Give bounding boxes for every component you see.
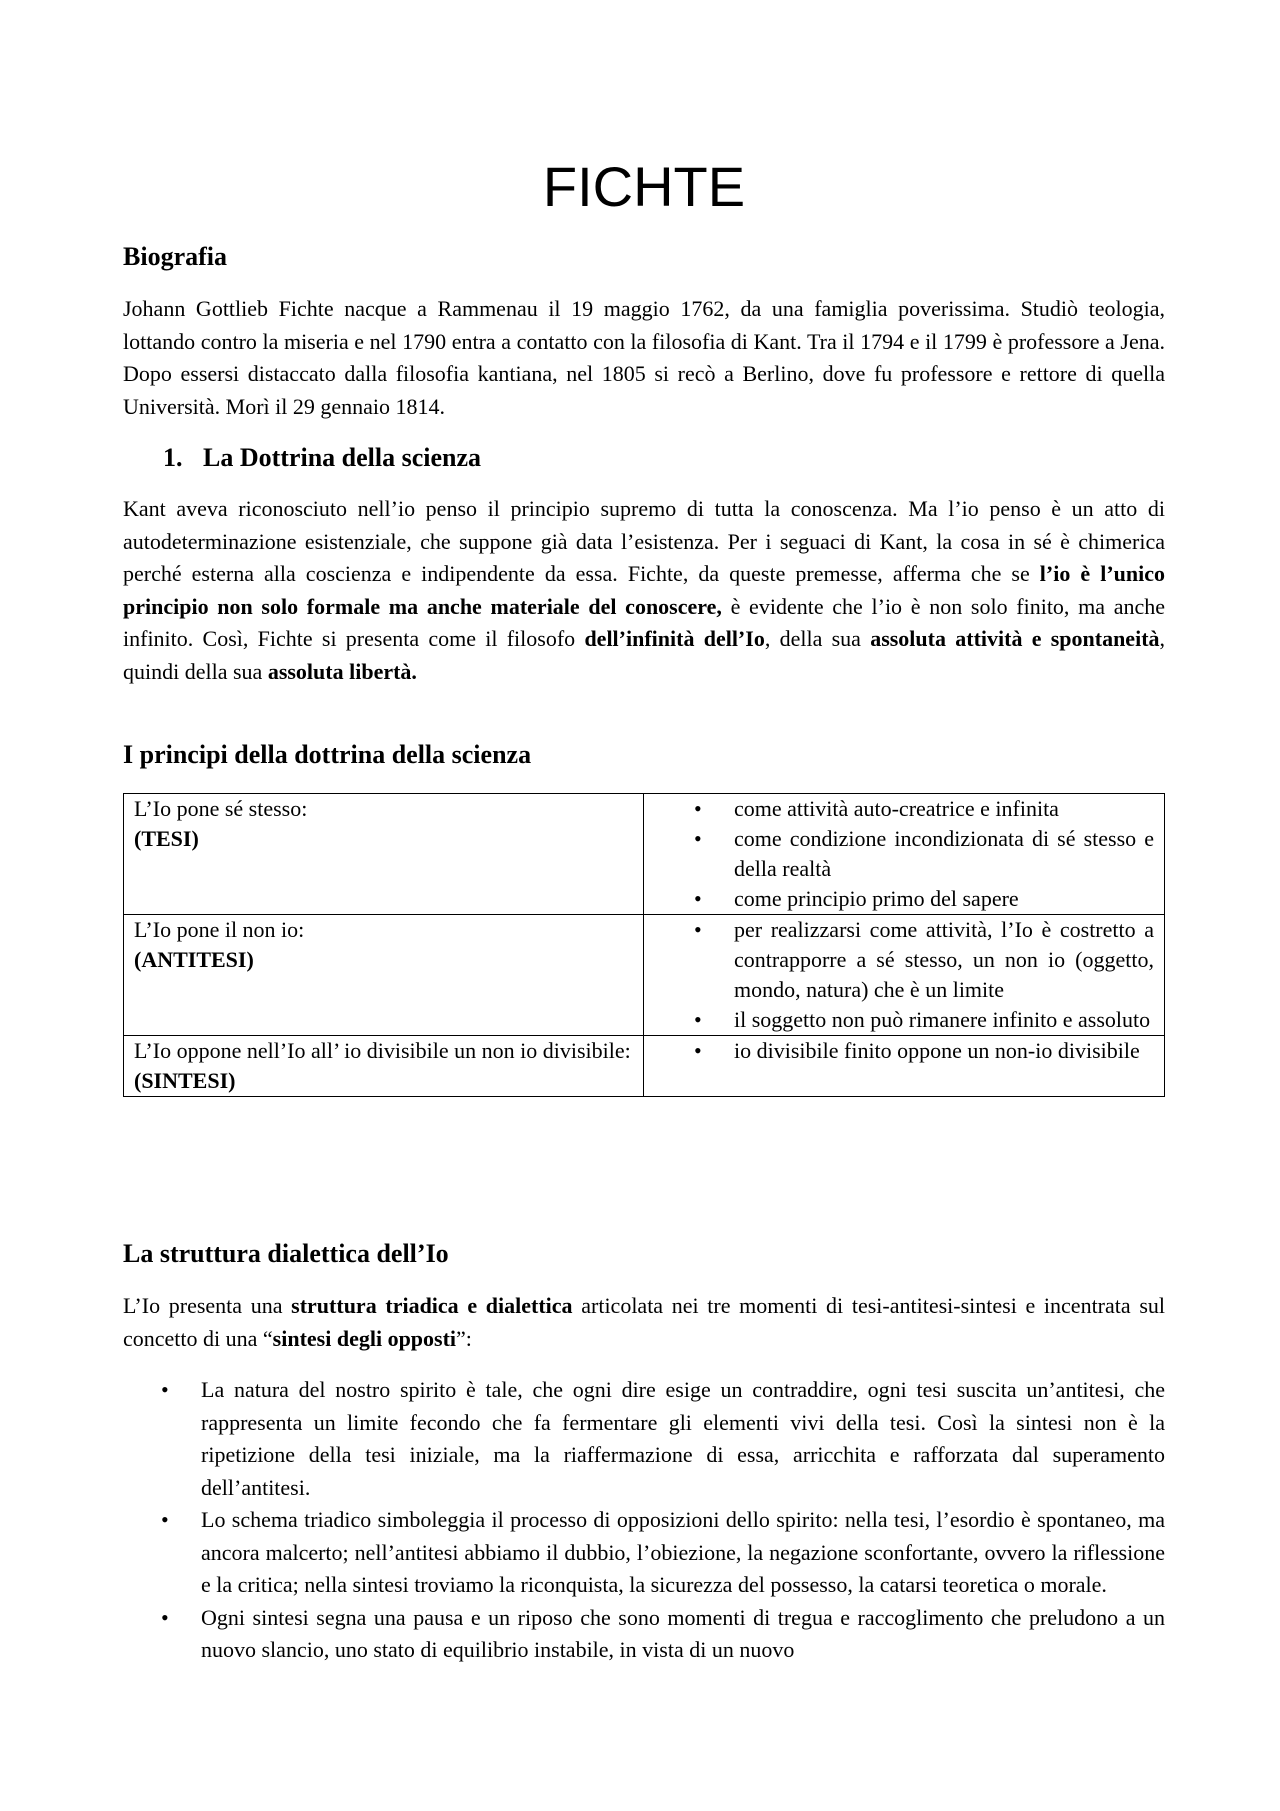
heading-dottrina-text: La Dottrina della scienza xyxy=(203,443,482,472)
bold-attivita: assoluta attività e spontaneità xyxy=(870,626,1160,651)
table-cell-right xyxy=(644,1036,1165,1097)
list-item: • Ogni sintesi segna una pausa e un riposo che sono momenti di tregua e raccoglimento che preludono a un nuovo slancio, uno stato di equilibrio instabile, in vista di un nuovo xyxy=(161,1604,1165,1662)
list-item: • io divisibile finito oppone un non-io divisibile xyxy=(694,1038,1140,1063)
table-row xyxy=(124,915,1165,1036)
heading-number: 1. xyxy=(163,443,183,472)
table-row xyxy=(124,794,1165,915)
table-row xyxy=(124,1036,1165,1097)
bold-io-principio: l’io è l’unico principio non solo formale ma anche materiale del conoscere, xyxy=(123,561,1165,619)
heading-dottrina xyxy=(163,443,481,473)
bold-sintesi-opposti: sintesi degli opposti xyxy=(272,1325,457,1351)
paragraph-biografia: Johann Gottlieb Fichte nacque a Rammenau il 19 maggio 1762, da una famiglia poverissima. Studiò teologia, lottando contro la miseria e nel 1790 entra a contatto con la filosofia di Kant. Tra il 1794 e il 1799 è professore a Jena. Dopo essersi distaccato dalla filosofia kantiana, nel 1805 si recò a Berlino, dove fu professore e rettore di quella Università. Morì il 29 gennaio 1814. xyxy=(123,296,1165,419)
label-antitesi: (ANTITESI) xyxy=(134,947,254,972)
label-sintesi: (SINTESI) xyxy=(134,1068,236,1093)
principi-table xyxy=(123,793,1165,1097)
heading-struttura: La struttura dialettica dell’Io xyxy=(123,1239,449,1268)
heading-biografia: Biografia xyxy=(123,242,227,271)
bold-triadica: struttura triadica e dialettica xyxy=(291,1293,573,1318)
table-cell-right xyxy=(644,915,1165,1036)
list-item: • Lo schema triadico simboleggia il processo di opposizioni dello spirito: nella tesi, l’esordio è spontaneo, ma ancora malcerto; nell’antitesi abbiamo il dubbio, l’obiezione, la negazione sconfortante, ovvero la riflessione e la critica; nella sintesi troviamo la riconquista, la sicurezza del possesso, la catarsi teoretica o morale. xyxy=(161,1507,1165,1597)
bold-liberta: assoluta libertà. xyxy=(267,658,417,684)
paragraph-dottrina: Kant aveva riconosciuto nell’io penso il principio supremo di tutta la conoscenza. Ma l’io penso è un atto di autodeterminazione esistenziale, che suppone già data l’esistenza. Per i seguaci di Kant, la cosa in sé è chimerica perché esterna alla coscienza e indipendente da essa. Fichte, da queste premesse, afferma che se l’io è l’unico principio non solo formale ma anche materiale del conoscere, è evidente che l’io è non solo finito, ma anche infinito. Così, Fichte si presenta come il filosofo dell’infinità dell’Io, della sua assoluta attività e spontaneità, quindi della sua assoluta libertà. xyxy=(123,496,1166,684)
list-item: • come attività auto-creatrice e infinita xyxy=(694,796,1059,821)
page-title: FICHTE xyxy=(542,155,746,218)
table-cell-left: L’Io pone il non io: (ANTITESI) xyxy=(124,915,644,1036)
table-cell-left: L’Io oppone nell’Io all’ io divisibile un non io divisibile: (SINTESI) xyxy=(124,1036,644,1097)
list-item: • La natura del nostro spirito è tale, che ogni dire esige un contraddire, ogni tesi suscita un’antitesi, che rappresenta un limite fecondo che fa fermentare gli elementi vivi della tesi. Così la sintesi non è la ripetizione della tesi iniziale, ma la riaffermazione di essa, arricchita e rafforzata dal superamento dell’antitesi. xyxy=(161,1377,1165,1500)
list-item: • per realizzarsi come attività, l’Io è costretto a contrapporre a sé stesso, un non io (oggetto, mondo, natura) che è un limite xyxy=(694,917,1154,1002)
table-cell-right xyxy=(644,794,1165,915)
bold-infinita: dell’infinità dell’Io xyxy=(584,626,765,651)
list-item: • come condizione incondizionata di sé stesso e della realtà xyxy=(694,826,1154,881)
struttura-list xyxy=(123,1374,1165,1667)
table-cell-left: L’Io pone sé stesso: (TESI) xyxy=(124,794,644,915)
paragraph-struttura: L’Io presenta una struttura triadica e dialettica articolata nei tre momenti di tesi-antitesi-sintesi e incentrata sul concetto di una “sintesi degli opposti”: xyxy=(123,1293,1165,1351)
list-item: • il soggetto non può rimanere infinito e assoluto xyxy=(694,1007,1151,1032)
list-item: • come principio primo del sapere xyxy=(694,886,1019,911)
label-tesi: (TESI) xyxy=(134,826,199,851)
heading-principi: I principi della dottrina della scienza xyxy=(123,740,532,769)
